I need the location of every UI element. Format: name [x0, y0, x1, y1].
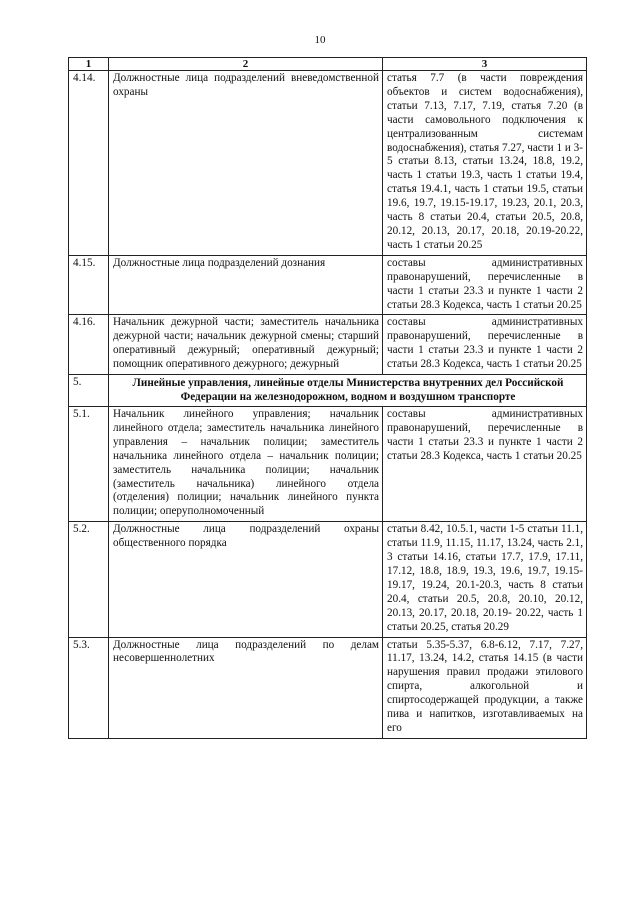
officials-cell: Должностные лица подразделений по делам несовершеннолетних	[109, 637, 383, 738]
column-header-2: 2	[109, 58, 383, 71]
articles-cell: составы административных правонарушений, перечисленные в части 1 статьи 23.3 и пункте 1 части 2 статьи 28.3 Кодекса, часть 1 статьи 20.25	[383, 315, 587, 375]
table-row	[69, 522, 587, 637]
row-number: 4.14.	[69, 71, 109, 256]
articles-cell: статья 7.7 (в части повреждения объектов и систем водоснабжения), статьи 7.13, 7.17, 7.19, статья 7.20 (в части самовольного подключения к централизованным системам водоснабжения), статья 7.27, части 1 и 3-5 статьи 8.13, статьи 13.24, 18.8, 19.2, часть 1 статьи 19.3, часть 1 статьи 19.4, статья 19.4.1, часть 1 статьи 19.5, статьи 19.6, 19.7, 19.15-19.17, 19.23, 20.1, 20.3, часть 8 статьи 20.4, статьи 20.5, 20.8, 20.12, 20.13, 20.17, 20.18, 20.19-20.22, часть 1 статьи 20.25	[383, 71, 587, 256]
table-row	[69, 255, 587, 315]
row-number: 5.2.	[69, 522, 109, 637]
table-row	[69, 637, 587, 738]
row-number: 5.3.	[69, 637, 109, 738]
page-number: 10	[314, 34, 326, 46]
header-row	[69, 58, 587, 71]
section-number: 5.	[69, 375, 109, 407]
officials-cell: Должностные лица подразделений дознания	[109, 255, 383, 315]
table-row	[69, 315, 587, 375]
officials-cell: Должностные лица подразделений вневедомственной охраны	[109, 71, 383, 256]
column-header-1: 1	[69, 58, 109, 71]
column-header-3: 3	[383, 58, 587, 71]
authority-table	[68, 57, 587, 739]
table-row	[69, 71, 587, 256]
row-number: 5.1.	[69, 407, 109, 522]
articles-cell: составы административных правонарушений, перечисленные в части 1 статьи 23.3 и пункте 1 части 2 статьи 28.3 Кодекса, часть 1 статьи 20.25	[383, 407, 587, 522]
articles-cell: статьи 8.42, 10.5.1, части 1-5 статьи 11.1, статьи 11.9, 11.15, 11.17, 13.24, часть 2.1, 3 статьи 14.16, статьи 17.7, 17.9, 17.11, 17.12, 18.8, 18.9, 19.3, 19.6, 19.7, 19.15-19.17, 19.24, 20.1-20.3, часть 8 статьи 20.4, статьи 20.5, 20.8, 20.10, 20.12, 20.13, 20.17, 20.18, 20.19- 20.22, часть 1 статьи 20.25, статья 20.29	[383, 522, 587, 637]
row-number: 4.15.	[69, 255, 109, 315]
row-number: 4.16.	[69, 315, 109, 375]
articles-cell: составы административных правонарушений, перечисленные в части 1 статьи 23.3 и пункте 1 части 2 статьи 28.3 Кодекса, часть 1 статьи 20.25	[383, 255, 587, 315]
table-row	[69, 407, 587, 522]
officials-cell: Начальник линейного управления; начальник линейного отдела; заместитель начальника линейного управления – начальник полиции; заместитель начальника линейного отдела – начальник полиции; заместитель начальника полиции; начальник (заместитель начальника) линейного отдела (отделения) полиции; начальник линейного пункта полиции; оперуполномоченный	[109, 407, 383, 522]
section-row	[69, 375, 587, 407]
officials-cell: Начальник дежурной части; заместитель начальника дежурной части; начальник дежурной смены; старший оперативный дежурный; оперативный дежурный; помощник оперативного дежурного; дежурный	[109, 315, 383, 375]
articles-cell: статьи 5.35-5.37, 6.8-6.12, 7.17, 7.27, 11.17, 13.24, 14.2, статья 14.15 (в части нарушения правил продажи этилового спирта, алкогольной и спиртосодержащей продукции, а также пива и напитков, изготавливаемых на его	[383, 637, 587, 738]
officials-cell: Должностные лица подразделений охраны общественного порядка	[109, 522, 383, 637]
section-title: Линейные управления, линейные отделы Министерства внутренних дел Российской Федерации на железнодорожном, водном и воздушном транспорте	[109, 375, 587, 407]
